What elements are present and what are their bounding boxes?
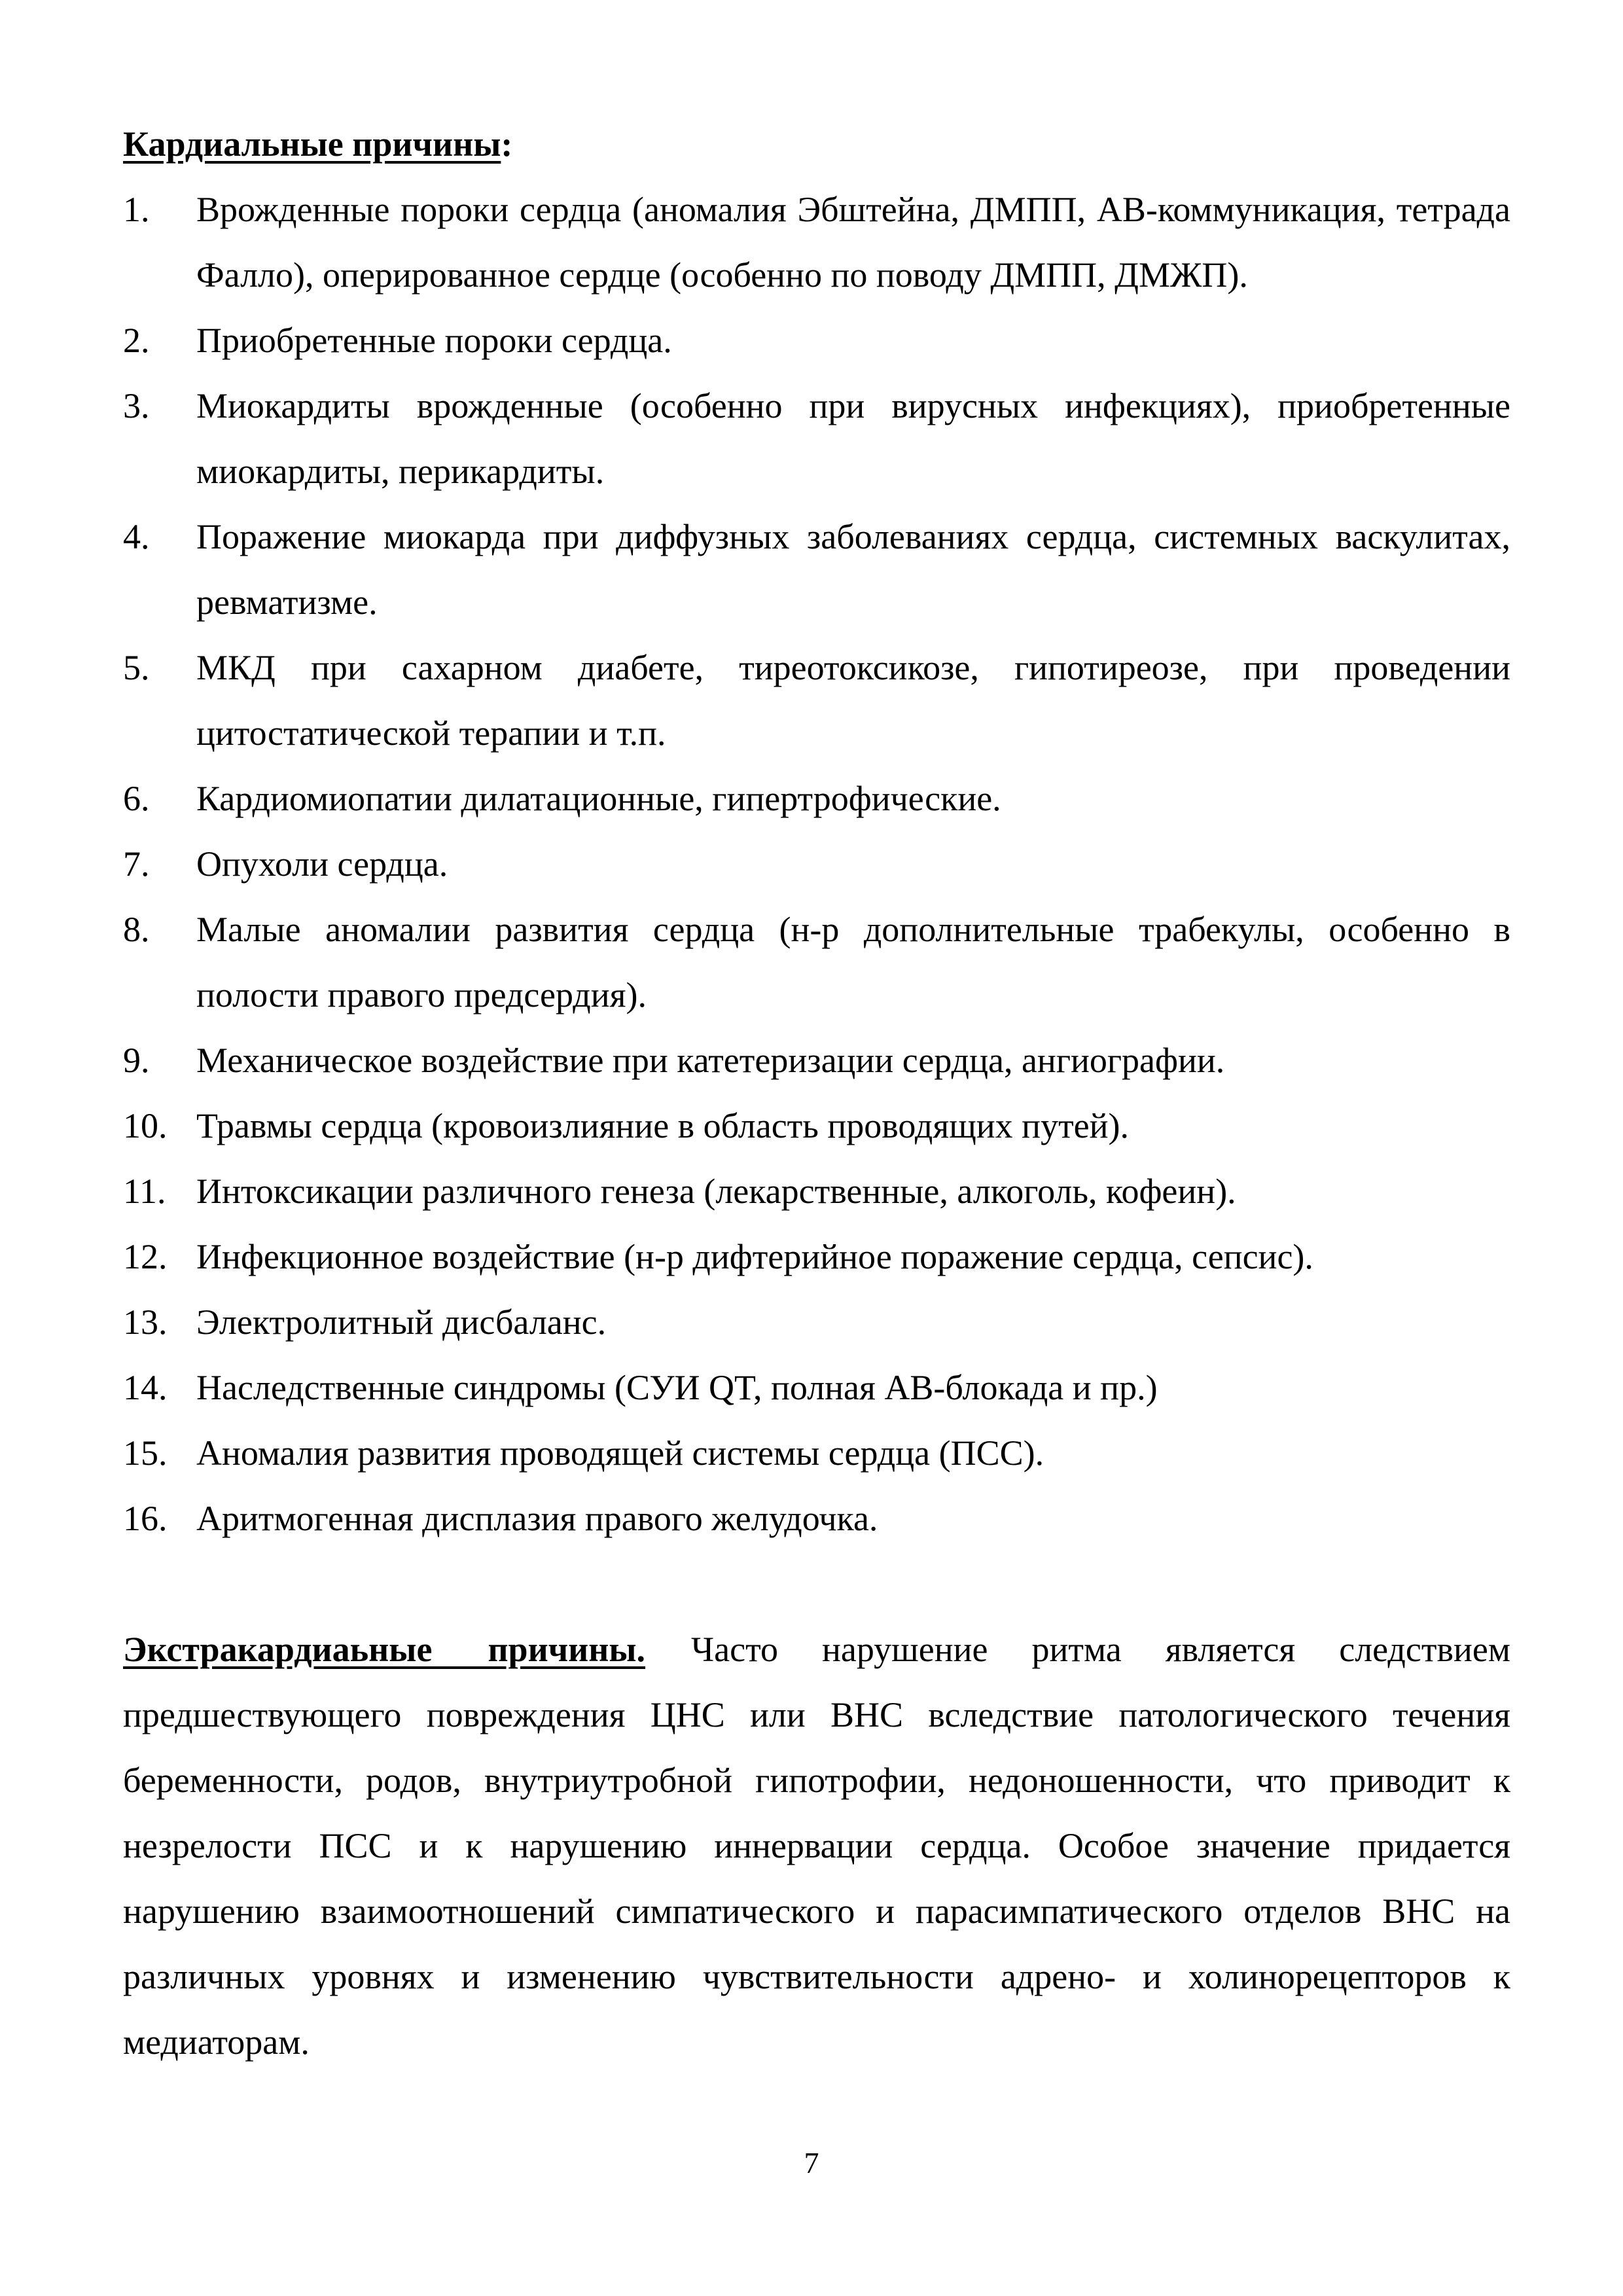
list-item-text: Аритмогенная дисплазия правого желудочка. bbox=[196, 1499, 878, 1538]
list-item-text: Приобретенные пороки сердца. bbox=[196, 321, 672, 360]
cardiac-causes-heading-text: Кардиальные причины bbox=[123, 124, 501, 164]
list-item-text: Электролитный дисбаланс. bbox=[196, 1302, 607, 1342]
cardiac-causes-list bbox=[123, 177, 1510, 1551]
list-item-number: 6. bbox=[123, 779, 150, 818]
list-item bbox=[123, 1093, 1510, 1158]
list-item-number: 12. bbox=[123, 1237, 168, 1276]
list-item-number: 7. bbox=[123, 844, 150, 884]
list-item-text: Травмы сердца (кровоизлияние в область проводящих путей). bbox=[196, 1106, 1130, 1145]
list-item-number: 1. bbox=[123, 190, 150, 229]
list-item bbox=[123, 1420, 1510, 1486]
extracardiac-causes-heading: Экстракардиаьные причины. bbox=[123, 1630, 646, 1669]
page-number: 7 bbox=[804, 2146, 819, 2179]
list-item-text: Миокардиты врожденные (особенно при вирусных инфекциях), приобретенные миокардиты, перикардиты. bbox=[196, 386, 1510, 491]
list-item bbox=[123, 177, 1510, 308]
list-item-text: Кардиомиопатии дилатационные, гипертрофические. bbox=[196, 779, 1001, 818]
list-item-number: 11. bbox=[123, 1172, 166, 1211]
list-item-text: Инфекционное воздействие (н-р дифтерийное поражение сердца, сепсис). bbox=[196, 1237, 1313, 1276]
cardiac-causes-heading bbox=[123, 111, 1510, 177]
document-page bbox=[123, 111, 1510, 2110]
list-item-number: 8. bbox=[123, 910, 150, 949]
list-item bbox=[123, 1289, 1510, 1355]
list-item-text: Интоксикации различного генеза (лекарственные, алкоголь, кофеин). bbox=[196, 1172, 1236, 1211]
list-item-text: Наследственные синдромы (СУИ QT, полная АВ-блокада и пр.) bbox=[196, 1368, 1158, 1407]
list-item bbox=[123, 766, 1510, 831]
list-item bbox=[123, 635, 1510, 766]
list-item-number: 2. bbox=[123, 321, 150, 360]
list-item bbox=[123, 308, 1510, 373]
list-item-text: Механическое воздействие при катетеризации сердца, ангиографии. bbox=[196, 1041, 1225, 1080]
list-item bbox=[123, 373, 1510, 504]
list-item-text: МКД при сахарном диабете, тиреотоксикозе, гипотиреозе, при проведении цитостатической терапии и т.п. bbox=[196, 648, 1510, 753]
list-item-number: 4. bbox=[123, 517, 150, 556]
list-item bbox=[123, 1486, 1510, 1551]
list-item-number: 16. bbox=[123, 1499, 168, 1538]
list-item bbox=[123, 1355, 1510, 1420]
list-item-number: 15. bbox=[123, 1433, 168, 1473]
list-item-number: 13. bbox=[123, 1302, 168, 1342]
list-item bbox=[123, 831, 1510, 897]
list-item-number: 5. bbox=[123, 648, 150, 687]
list-item bbox=[123, 1224, 1510, 1289]
list-item-number: 10. bbox=[123, 1106, 168, 1145]
list-item-text: Аномалия развития проводящей системы сердца (ПСС). bbox=[196, 1433, 1044, 1473]
list-item bbox=[123, 1028, 1510, 1093]
list-item-text: Поражение миокарда при диффузных заболеваниях сердца, системных васкулитах, ревматизме. bbox=[196, 517, 1510, 622]
list-item-number: 3. bbox=[123, 386, 150, 425]
list-item bbox=[123, 1158, 1510, 1224]
extracardiac-causes-text: Часто нарушение ритма является следствием предшествующего повреждения ЦНС или ВНС вследствие патологического течения беременности, родов, внутриутробной гипотрофии, недоношенности, что приводит к незрелости ПСС и к нарушению иннервации сердца. Особое значение придается нарушению взаимоотношений симпатического и парасимпатического отделов ВНС на различных уровнях и изменению чувствительности адрено- и холинорецепторов к медиаторам. bbox=[123, 1630, 1510, 2062]
list-item-number: 14. bbox=[123, 1368, 168, 1407]
list-item-number: 9. bbox=[123, 1041, 150, 1080]
list-item-text: Малые аномалии развития сердца (н-р дополнительные трабекулы, особенно в полости правого предсердия). bbox=[196, 910, 1510, 1014]
list-item bbox=[123, 504, 1510, 635]
list-item-text: Врожденные пороки сердца (аномалия Эбштейна, ДМПП, АВ-коммуникация, тетрада Фалло), оперированное сердце (особенно по поводу ДМПП, ДМЖП). bbox=[196, 190, 1510, 295]
cardiac-causes-heading-colon: : bbox=[501, 124, 513, 164]
list-item bbox=[123, 897, 1510, 1028]
extracardiac-paragraph bbox=[123, 1617, 1510, 2075]
list-item-text: Опухоли сердца. bbox=[196, 844, 448, 884]
